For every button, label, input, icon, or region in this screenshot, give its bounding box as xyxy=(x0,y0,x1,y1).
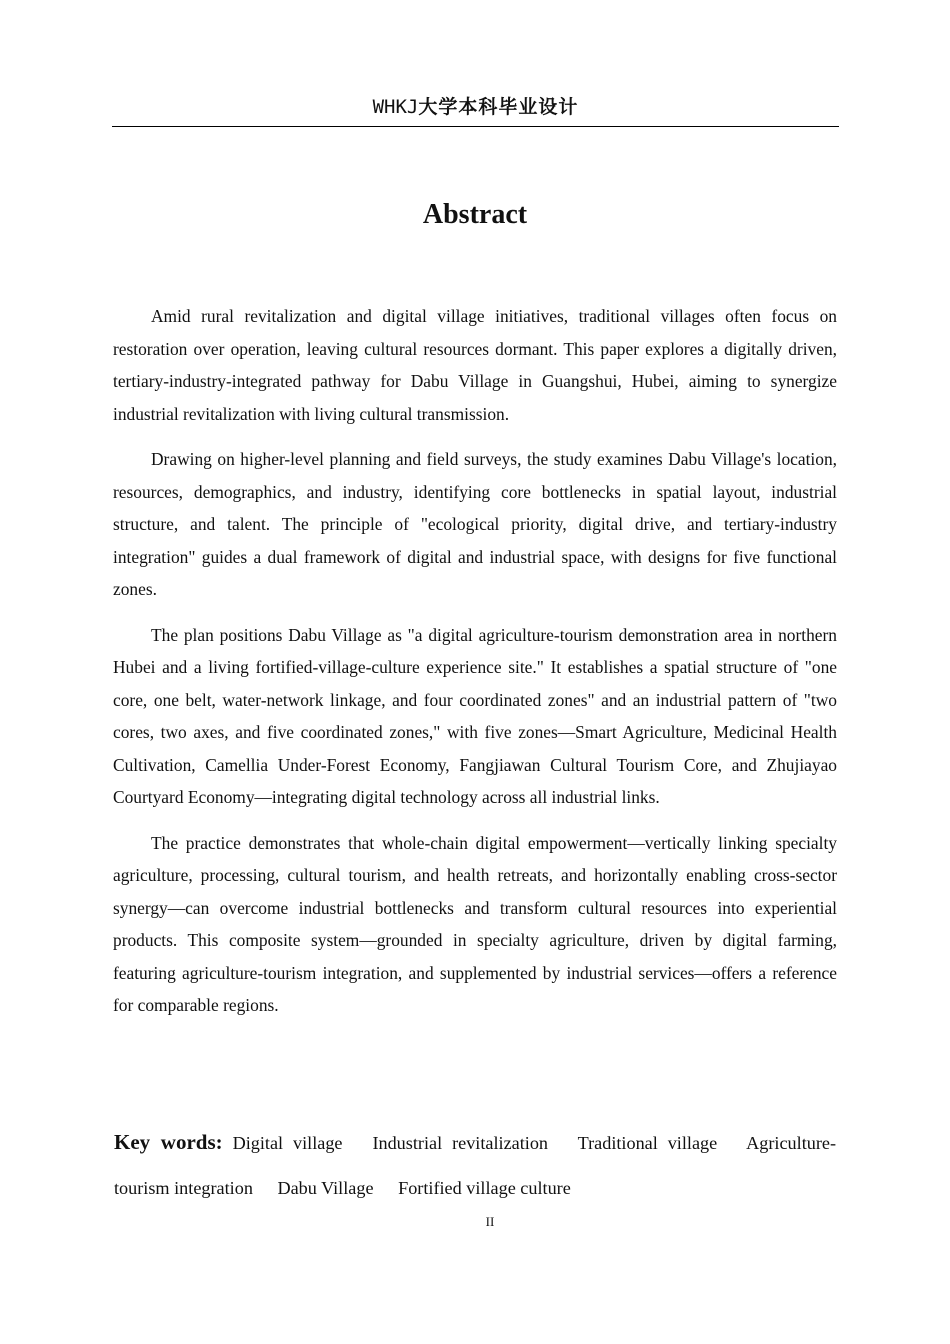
paragraph-1: Amid rural revitalization and digital village initiatives, traditional villages often focus on restoration over operation, leaving cultural resources dormant. This paper explores a digitally driven, tertiary-industry-integrated pathway for Dabu Village in Guangshui, Hubei, aiming to synergize industrial revitalization with living cultural transmission. xyxy=(113,306,837,424)
keyword-item: Fortified village culture xyxy=(398,1178,571,1198)
paragraph-4: The practice demonstrates that whole-chain digital empowerment—vertically linking specialty agriculture, processing, cultural tourism, and health retreats, and horizontally enabling cross-sector synergy—can overcome industrial bottlenecks and transform cultural resources into experiential products. This composite system—grounded in specialty agriculture, driven by digital farming, featuring agriculture-tourism integration, and supplemented by industrial services—offers a reference for comparable regions. xyxy=(113,832,837,1015)
abstract-body xyxy=(113,300,837,1035)
header-cjk: 大学本科毕业设计 xyxy=(418,97,579,118)
paragraph-2: Drawing on higher-level planning and field surveys, the study examines Dabu Village's location, resources, demographics, and industry, identifying core bottlenecks in spatial layout, industrial structure, and talent. The principle of "ecological priority, digital drive, and tertiary-industry integration" guides a dual framework of digital and industrial space, with designs for five functional zones. xyxy=(113,449,837,599)
page-number: II xyxy=(485,1214,495,1229)
paragraph-3: The plan positions Dabu Village as "a digital agriculture-tourism demonstration area in northern Hubei and a living fortified-village-culture experience site." It establishes a spatial structure of "one core, one belt, water-network linkage, and four coordinated zones" and an industrial pattern of "two cores, two axes, and five coordinated zones," with five zones—Smart Agriculture, Medicinal Health Cultivation, Camellia Under-Forest Economy, Fangjiawan Cultural Tourism Core, and Zhujiayao Courtyard Economy—integrating digital technology across all industrial links. xyxy=(113,624,837,807)
keyword-item: Dabu Village xyxy=(277,1178,374,1198)
keyword-item: Digital village xyxy=(232,1133,343,1153)
keyword-item: Industrial revitalization xyxy=(372,1133,549,1153)
keyword-item: Agriculture-tourism integration xyxy=(114,1133,837,1198)
page-header xyxy=(112,92,839,127)
header-title xyxy=(373,97,579,118)
keywords-section xyxy=(114,1120,836,1211)
keywords-label: Key words: xyxy=(114,1130,223,1154)
header-latin: WHKJ xyxy=(372,96,419,118)
abstract-title: Abstract xyxy=(422,199,528,230)
keyword-item: Traditional village xyxy=(577,1133,718,1153)
